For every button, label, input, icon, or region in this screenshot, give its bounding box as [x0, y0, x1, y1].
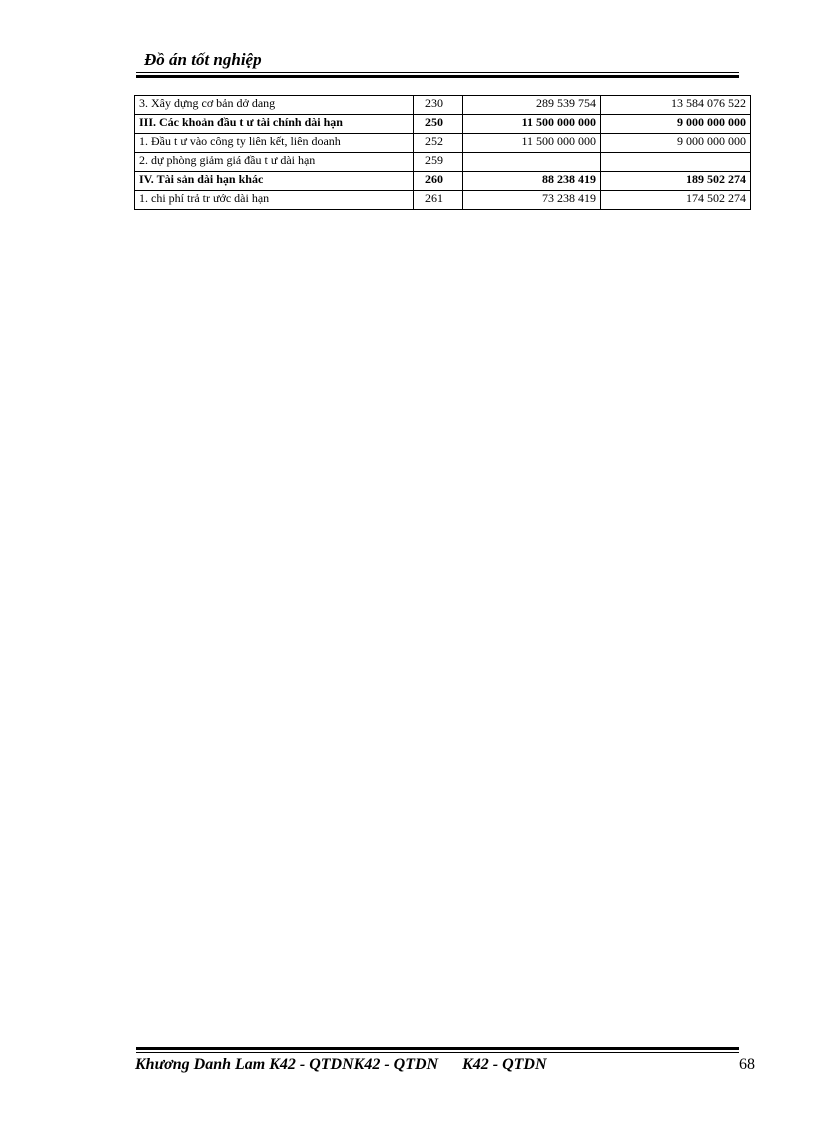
current-value: 88 238 419	[463, 172, 601, 191]
footer-author: Khương Danh Lam K42 - QTDNK42 - QTDN K42 - QTDN	[135, 1056, 547, 1073]
footer-rule-top	[136, 1047, 739, 1050]
item-name: 3. Xây dựng cơ bản dở dang	[135, 96, 414, 115]
footer-rule-bottom	[136, 1052, 739, 1053]
item-code: 259	[414, 153, 463, 172]
item-name: IV. Tài sản dài hạn khác	[135, 172, 414, 191]
previous-value: 189 502 274	[601, 172, 751, 191]
previous-value: 9 000 000 000	[601, 115, 751, 134]
item-code: 250	[414, 115, 463, 134]
table-row	[135, 115, 751, 134]
balance-sheet-table	[134, 95, 751, 210]
previous-value: 174 502 274	[601, 191, 751, 210]
current-value	[463, 153, 601, 172]
header-rule-bottom	[136, 75, 739, 78]
item-code: 230	[414, 96, 463, 115]
current-value: 73 238 419	[463, 191, 601, 210]
previous-value: 13 584 076 522	[601, 96, 751, 115]
table-row	[135, 96, 751, 115]
item-name: 1. chi phí trả tr ước dài hạn	[135, 191, 414, 210]
current-value: 11 500 000 000	[463, 134, 601, 153]
item-name: 1. Đầu t ư vào công ty liên kết, liên doanh	[135, 134, 414, 153]
item-code: 260	[414, 172, 463, 191]
item-name: III. Các khoản đầu t ư tài chính dài hạn	[135, 115, 414, 134]
table-row	[135, 134, 751, 153]
current-value: 11 500 000 000	[463, 115, 601, 134]
current-value: 289 539 754	[463, 96, 601, 115]
item-name: 2. dự phòng giảm giá đầu t ư dài hạn	[135, 153, 414, 172]
header-rule-top	[136, 72, 739, 73]
item-code: 261	[414, 191, 463, 210]
table-body	[135, 96, 751, 210]
page-number: 68	[739, 1056, 755, 1073]
table-row	[135, 153, 751, 172]
table-row	[135, 172, 751, 191]
previous-value: 9 000 000 000	[601, 134, 751, 153]
table-row	[135, 191, 751, 210]
item-code: 252	[414, 134, 463, 153]
previous-value	[601, 153, 751, 172]
page-header-title: Đồ án tốt nghiệp	[144, 50, 262, 69]
